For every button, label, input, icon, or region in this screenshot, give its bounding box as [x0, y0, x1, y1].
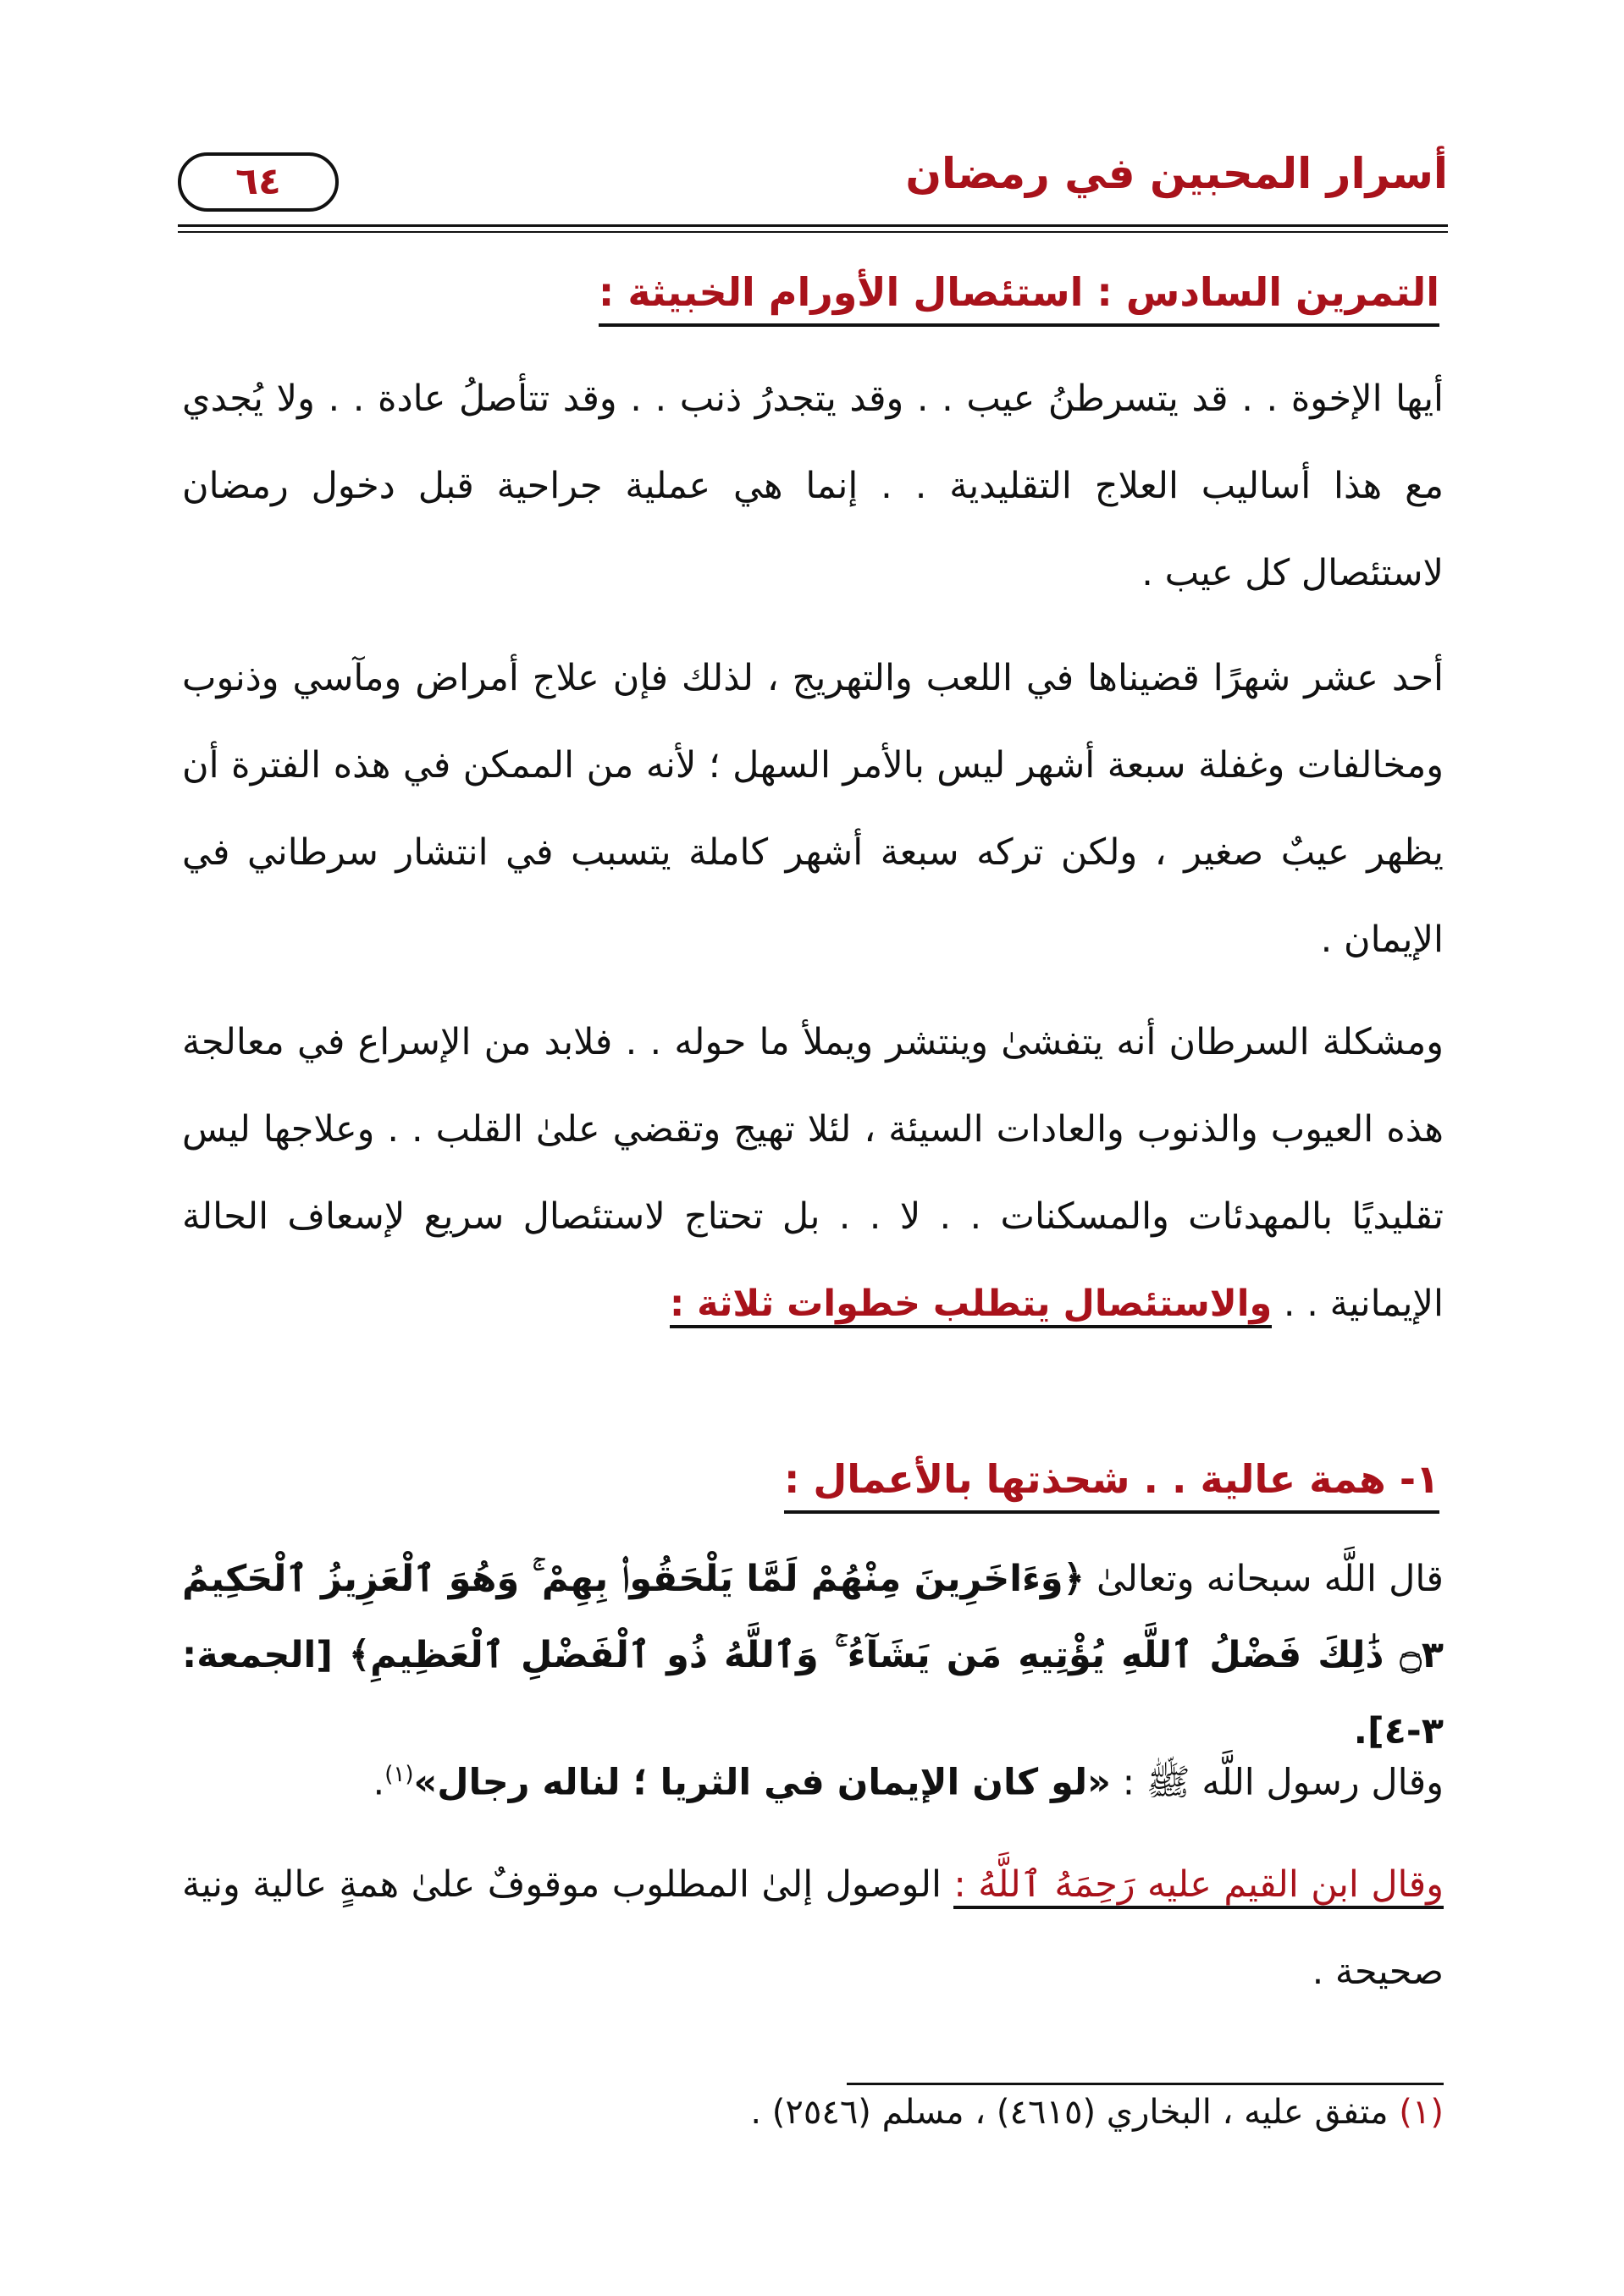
- hadith-text: «لو كان الإيمان في الثريا ؛ لناله رجال»: [413, 1761, 1111, 1804]
- paragraph-2: أحد عشر شهرًا قضيناها في اللعب والتهريج ، لذلك فإن علاج أمراض ومآسي وذنوب ومخالفات وغفلة سبعة أشهر ليس بالأمر السهل ؛ لأنه من الممكن في هذه الفترة أن يظهر عيبٌ صغير ، ولكن تركه سبعة أشهر كاملة يتسبب في انتشار سرطاني في الإيمان .: [182, 657, 1444, 961]
- ibn-qayyim-text: الوصول إلىٰ المطلوب موقوفٌ علىٰ همةٍ عالية ونية صحيحة .: [182, 1863, 1444, 1993]
- page-header: [178, 144, 1448, 229]
- quran-verse: ﴿وَءَاخَرِينَ مِنْهُمْ لَمَّا يَلْحَقُوا۟ بِهِمْ ۚ وَهُوَ ٱلْعَزِيزُ ٱلْحَكِيمُ ۝٣ ذَٰلِكَ فَضْلُ ٱللَّهِ يُؤْتِيهِ مَن يَشَآءُ ۚ وَٱللَّهُ ذُو ٱلْفَضْلِ ٱلْعَظِيمِ﴾: [182, 1558, 1444, 1676]
- paragraph-3-highlight: والاستئصال يتطلب خطوات ثلاثة :: [670, 1283, 1272, 1328]
- header-rule-bottom: [178, 231, 1448, 233]
- ibn-qayyim-paragraph: [182, 1841, 1444, 2016]
- paragraph-3-text: ومشكلة السرطان أنه يتفشىٰ وينتشر ويملأ ما حوله . . فلابد من الإسراع في معالجة هذه العيوب والذنوب والعادات السيئة ، لئلا تهيج وتقضي علىٰ القلب . . وعلاجها ليس تقليديًا بالمهدئات والمسكنات . . لا . . بل تحتاج لاستئصال سريع لإسعاف الحالة الإيمانية . .: [182, 1021, 1444, 1325]
- footnote-marker-inline: (١): [384, 1762, 414, 1787]
- header-rule-top: [178, 224, 1448, 227]
- paragraph-1: أيها الإخوة . . قد يتسرطنُ عيب . . وقد يتجدرُ ذنب . . وقد تتأصلُ عادة . . ولا يُجدي مع هذا أساليب العلاج التقليدية . . إنما هي عملية جراحية قبل دخول رمضان لاستئصال كل عيب .: [182, 378, 1444, 594]
- quran-reference: [الجمعة: ٣-٤].: [182, 1634, 1444, 1752]
- footnote-text: متفق عليه ، البخاري (٤٦١٥) ، مسلم (٢٥٤٦) .: [750, 2093, 1400, 2132]
- ibn-qayyim-speaker: وقال ابن القيم عليه رَحِمَهُ ٱللَّهُ :: [953, 1863, 1444, 1909]
- footnote-rule: [847, 2083, 1444, 2085]
- subheading: [784, 1456, 1439, 1502]
- subheading-text: ١- همة عالية . . شحذتها بالأعمال :: [784, 1456, 1439, 1514]
- hadith-end: .: [373, 1761, 385, 1804]
- page-number: ٦٤: [178, 152, 339, 212]
- hadith-intro: وقال رسول اللَّه ﷺ :: [1110, 1761, 1444, 1804]
- section-heading-text: التمرين السادس : استئصال الأورام الخبيثة :: [599, 269, 1439, 327]
- section-heading: [599, 269, 1439, 315]
- book-title: أسرار المحبين في رمضان: [905, 149, 1448, 198]
- quran-intro: قال اللَّه سبحانه وتعالىٰ: [1084, 1558, 1444, 1600]
- footnote-marker: (١): [1399, 2093, 1444, 2132]
- footnote: [182, 2093, 1444, 2132]
- hadith-paragraph: [182, 1731, 1444, 1826]
- paragraph-3: [182, 999, 1444, 1348]
